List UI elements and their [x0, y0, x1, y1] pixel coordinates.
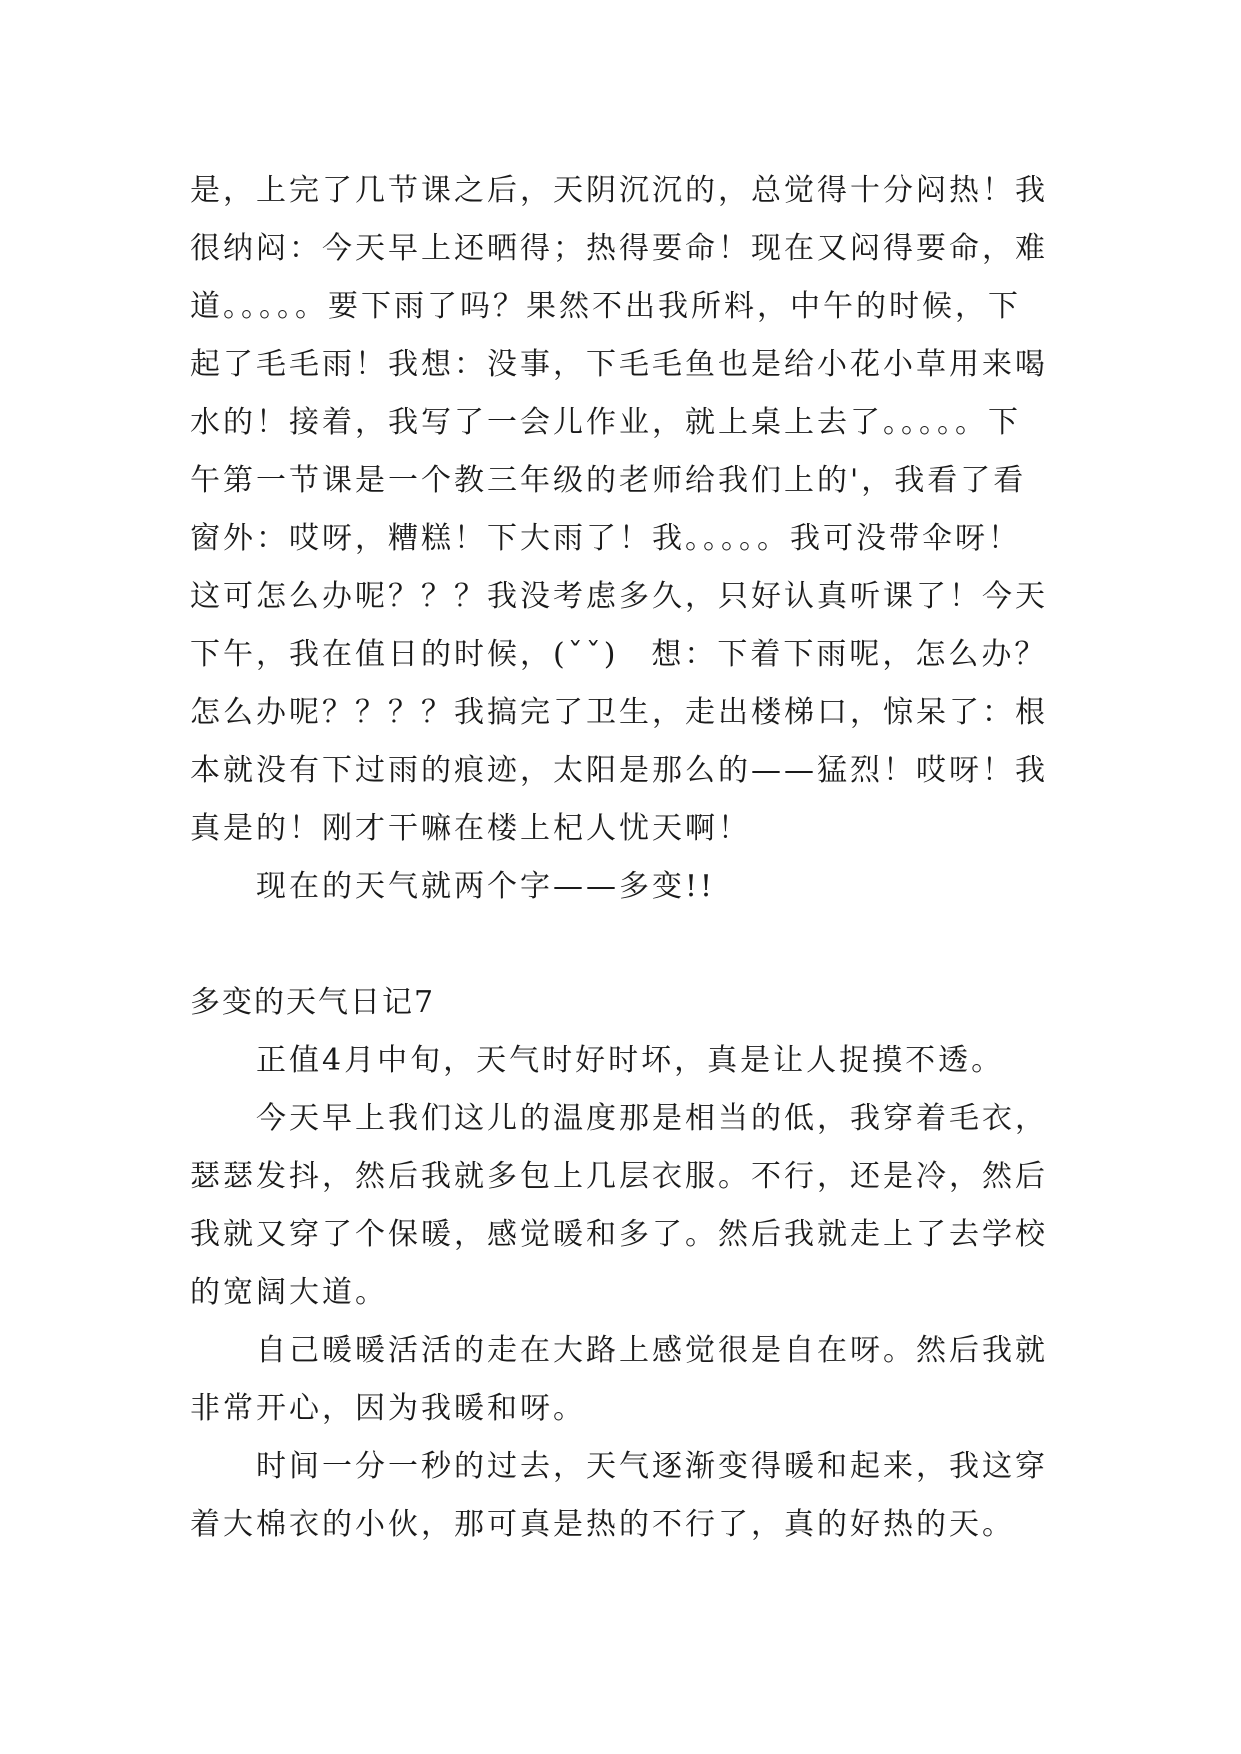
text-line: 很纳闷：今天早上还晒得；热得要命！现在又闷得要命，难: [190, 231, 1048, 266]
paragraph-line: 的宽阔大道。: [190, 1275, 388, 1310]
paragraph-line: 非常开心，因为我暖和呀。: [190, 1391, 586, 1426]
paragraph-line: 正值4月中旬，天气时好时坏，真是让人捉摸不透。: [256, 1043, 1005, 1078]
text-line: 这可怎么办呢？？？我没考虑多久，只好认真听课了！今天: [190, 579, 1048, 614]
paragraph-line: 着大棉衣的小伙，那可真是热的不行了，真的好热的天。: [190, 1507, 1015, 1542]
text-line: 起了毛毛雨！我想：没事，下毛毛鱼也是给小花小草用来喝: [190, 347, 1048, 382]
text-line: 本就没有下过雨的痕迹，太阳是那么的——猛烈！哎呀！我: [190, 753, 1048, 788]
section-spacer: [190, 916, 1060, 974]
section-title: 多变的天气日记7: [190, 985, 436, 1020]
paragraph-line: 时间一分一秒的过去，天气逐渐变得暖和起来，我这穿: [256, 1449, 1048, 1484]
paragraph-line: 我就又穿了个保暖，感觉暖和多了。然后我就走上了去学校: [190, 1217, 1048, 1252]
paragraph-line: 瑟瑟发抖，然后我就多包上几层衣服。不行，还是冷，然后: [190, 1159, 1048, 1194]
text-line: 真是的！刚才干嘛在楼上杞人忧天啊！: [190, 811, 751, 846]
paragraph-line: 自己暖暖活活的走在大路上感觉很是自在呀。然后我就: [256, 1333, 1048, 1368]
closing-line: 现在的天气就两个字——多变!!: [256, 869, 716, 904]
text-line: 道。。。。。要下雨了吗？果然不出我所料，中午的时候，下: [190, 289, 1021, 324]
document-body: [190, 162, 1060, 1554]
paragraph-line: 今天早上我们这儿的温度那是相当的低，我穿着毛衣，: [256, 1101, 1048, 1136]
text-line: 下午，我在值日的时候，(ˇˇ) 想：下着下雨呢，怎么办？: [190, 637, 1048, 672]
text-line: 窗外：哎呀，糟糕！下大雨了！我。。。。。我可没带伞呀！: [190, 521, 1021, 556]
text-line: 是，上完了几节课之后，天阴沉沉的，总觉得十分闷热！我: [190, 173, 1048, 208]
text-line: 午第一节课是一个教三年级的老师给我们上的'，我看了看: [190, 463, 1027, 498]
text-line: 水的！接着，我写了一会儿作业，就上桌上去了。。。。。下: [190, 405, 1021, 440]
text-line: 怎么办呢？？？？我搞完了卫生，走出楼梯口，惊呆了：根: [190, 695, 1048, 730]
